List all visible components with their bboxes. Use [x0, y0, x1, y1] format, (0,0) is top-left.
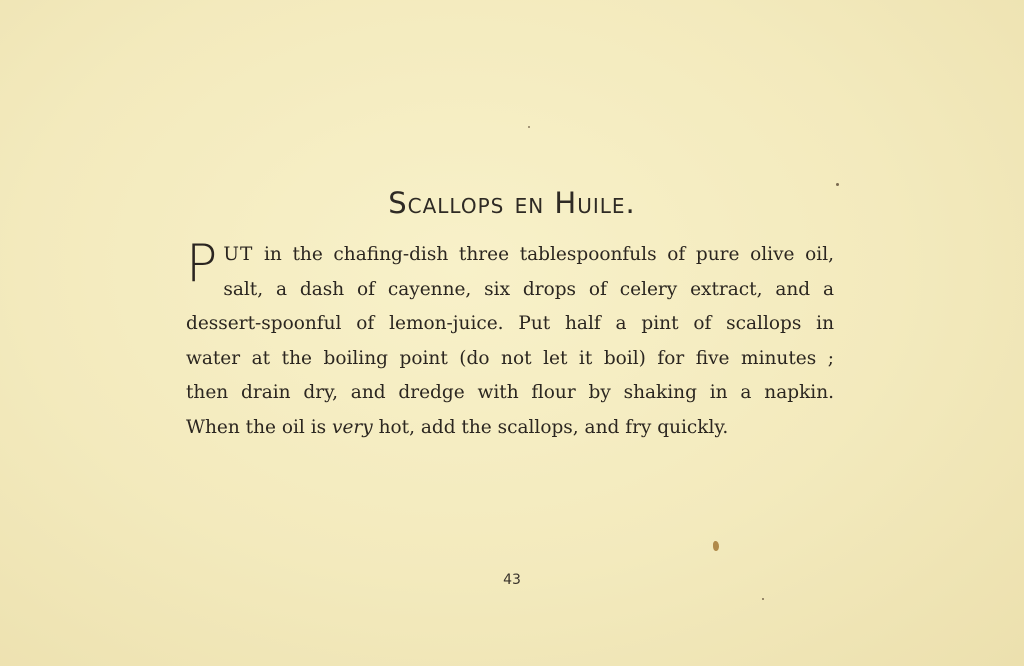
paper-blemish [528, 126, 530, 128]
emphasis-very: very [332, 416, 373, 438]
paper-blemish [762, 598, 764, 600]
line-6-after: hot, add the scallops, and fry quickly. [372, 416, 729, 438]
paper-blemish [836, 183, 839, 186]
line-1-rest: in the chafing-dish three tablespoonfuls of pure olive oil, [253, 244, 834, 265]
drop-cap: P [186, 234, 218, 294]
lead-caps: UT [223, 244, 254, 265]
recipe-body [186, 234, 834, 446]
page-number: 43 [503, 572, 521, 588]
recipe-title: Scallops en Huile. [388, 186, 636, 220]
text-line-6 [186, 411, 834, 446]
paper-blemish [713, 541, 719, 551]
text-line-4: water at the boiling point (do not let it boil) for five minutes ; [186, 347, 834, 369]
text-line-5: then drain dry, and dredge with flour by shaking in a napkin. [186, 382, 834, 404]
text-line-3: dessert-spoonful of lemon-juice. Put half a pint of scallops in [186, 313, 834, 335]
text-line-1 [186, 238, 834, 273]
line-6-before: When the oil is [186, 416, 332, 438]
text-line-2: salt, a dash of cayenne, six drops of celery extract, and a [223, 278, 834, 300]
